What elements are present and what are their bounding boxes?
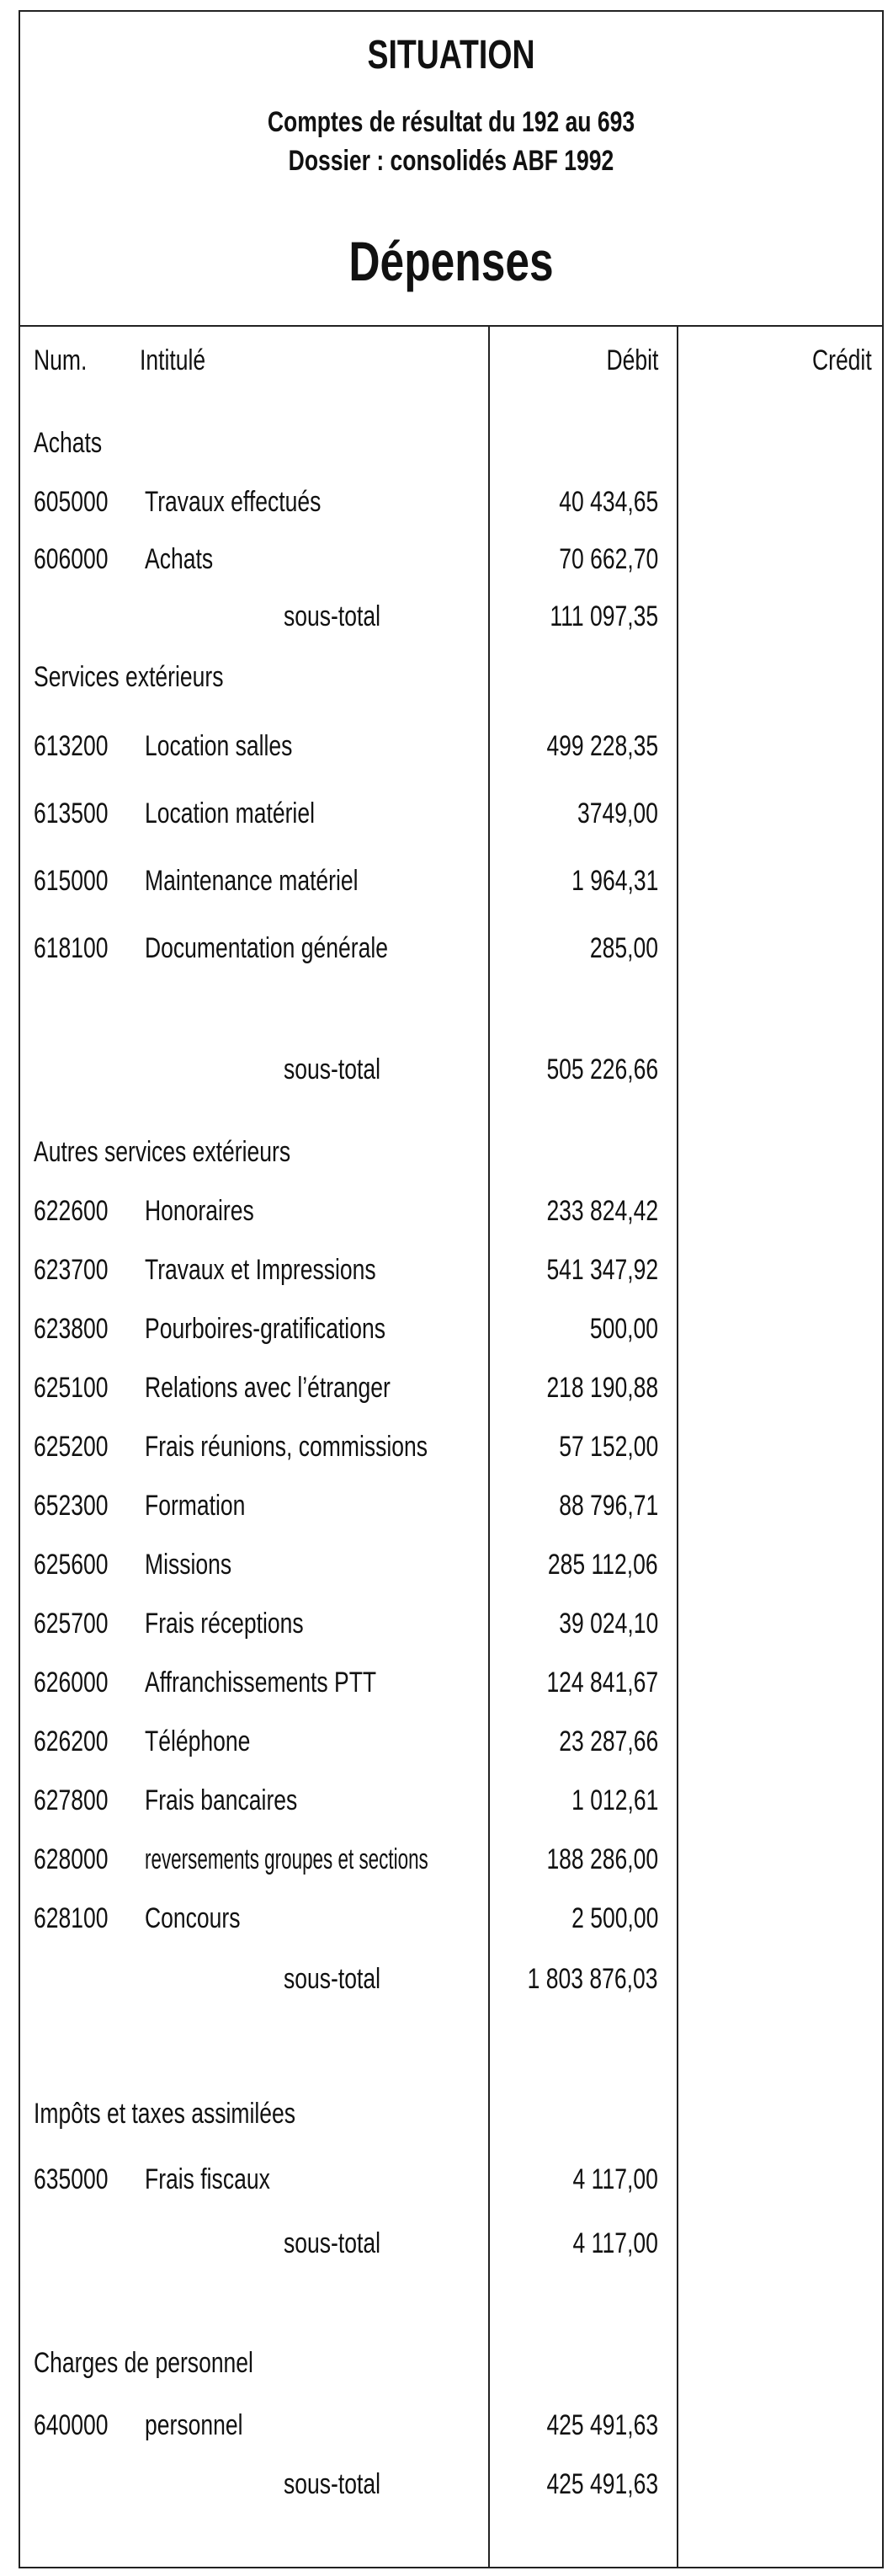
account-number: 606000 [34, 543, 109, 575]
debit-amount: 4 117,00 [572, 2163, 658, 2195]
account-number: 626200 [34, 1725, 109, 1757]
debit-amount: 425 491,63 [546, 2409, 658, 2441]
column-header-num: Num. [34, 344, 88, 376]
section-title: Achats [34, 427, 103, 459]
account-number: 652300 [34, 1490, 109, 1522]
account-label: reversements groupes et sections [145, 1843, 428, 1875]
subtotal-amount: 1 803 876,03 [528, 1963, 658, 1995]
column-divider-credit [677, 325, 678, 2567]
debit-amount: 233 824,42 [546, 1195, 658, 1227]
account-label: Honoraires [145, 1195, 254, 1227]
section-title: Impôts et taxes assimilées [34, 2098, 295, 2130]
debit-amount: 57 152,00 [559, 1431, 658, 1463]
account-label: Achats [145, 543, 214, 575]
subtotal-amount: 425 491,63 [546, 2468, 658, 2500]
account-number: 605000 [34, 486, 109, 518]
account-label: Location matériel [145, 797, 315, 829]
account-number: 625200 [34, 1431, 109, 1463]
account-label: Frais bancaires [145, 1784, 298, 1816]
account-label: Maintenance matériel [145, 865, 359, 897]
account-label: Missions [145, 1549, 232, 1581]
column-header-credit: Crédit [812, 344, 872, 376]
account-label: Frais fiscaux [145, 2163, 270, 2195]
account-number: 613200 [34, 730, 109, 762]
account-number: 615000 [34, 865, 109, 897]
debit-amount: 1 012,61 [571, 1784, 658, 1816]
debit-amount: 188 286,00 [546, 1843, 658, 1875]
account-label: Frais réceptions [145, 1608, 304, 1640]
account-number: 625100 [34, 1372, 109, 1404]
debit-amount: 2 500,00 [571, 1902, 658, 1934]
account-number: 625700 [34, 1608, 109, 1640]
debit-amount: 1 964,31 [571, 865, 658, 897]
section-title: Autres services extérieurs [34, 1136, 291, 1168]
account-label: Affranchissements PTT [145, 1667, 377, 1699]
column-divider-debit [488, 325, 490, 2567]
account-number: 628100 [34, 1902, 109, 1934]
account-number: 618100 [34, 932, 109, 964]
account-number: 613500 [34, 797, 109, 829]
account-label: Documentation générale [145, 932, 388, 964]
debit-amount: 88 796,71 [559, 1490, 658, 1522]
section-heading: Dépenses [348, 230, 554, 292]
subtotal-label: sous-total [284, 2227, 380, 2259]
account-number: 640000 [34, 2409, 109, 2441]
account-label: Travaux et Impressions [145, 1254, 376, 1286]
debit-amount: 3749,00 [577, 797, 658, 829]
subtotal-label: sous-total [284, 2468, 380, 2500]
column-header-debit: Débit [606, 344, 658, 376]
account-number: 626000 [34, 1667, 109, 1699]
subtotal-amount: 4 117,00 [572, 2227, 658, 2259]
account-number: 622600 [34, 1195, 109, 1227]
subtotal-amount: 111 097,35 [550, 600, 658, 632]
section-title: Services extérieurs [34, 661, 224, 693]
subtotal-label: sous-total [284, 1963, 380, 1995]
debit-amount: 285 112,06 [548, 1549, 658, 1581]
document-subtitle-range: Comptes de résultat du 192 au 693 [267, 106, 635, 138]
account-number: 628000 [34, 1843, 109, 1875]
debit-amount: 124 841,67 [546, 1667, 658, 1699]
debit-amount: 541 347,92 [546, 1254, 658, 1286]
column-header-intitule: Intitulé [140, 344, 206, 376]
debit-amount: 40 434,65 [559, 486, 658, 518]
account-number: 635000 [34, 2163, 109, 2195]
account-label: Location salles [145, 730, 293, 762]
debit-amount: 285,00 [589, 932, 658, 964]
debit-amount: 499 228,35 [546, 730, 658, 762]
account-label: Travaux effectués [145, 486, 322, 518]
section-title: Charges de personnel [34, 2347, 253, 2379]
debit-amount: 218 190,88 [546, 1372, 658, 1404]
account-number: 627800 [34, 1784, 109, 1816]
debit-amount: 23 287,66 [559, 1725, 658, 1757]
account-label: Téléphone [145, 1725, 251, 1757]
account-number: 623700 [34, 1254, 109, 1286]
subtotal-amount: 505 226,66 [546, 1053, 658, 1085]
subtotal-label: sous-total [284, 1053, 380, 1085]
account-label: Concours [145, 1902, 241, 1934]
account-label: Formation [145, 1490, 246, 1522]
subtotal-label: sous-total [284, 600, 380, 632]
account-label: personnel [145, 2409, 243, 2441]
debit-amount: 70 662,70 [559, 543, 658, 575]
account-label: Frais réunions, commissions [145, 1431, 428, 1463]
debit-amount: 500,00 [589, 1313, 658, 1345]
statement-sheet [19, 10, 884, 2568]
account-number: 623800 [34, 1313, 109, 1345]
account-label: Relations avec l’étranger [145, 1372, 391, 1404]
debit-amount: 39 024,10 [559, 1608, 658, 1640]
account-number: 625600 [34, 1549, 109, 1581]
document-title: SITUATION [367, 33, 535, 77]
account-label: Pourboires-gratifications [145, 1313, 385, 1345]
statement-header [20, 12, 882, 327]
document-subtitle-dossier: Dossier : consolidés ABF 1992 [288, 145, 614, 177]
